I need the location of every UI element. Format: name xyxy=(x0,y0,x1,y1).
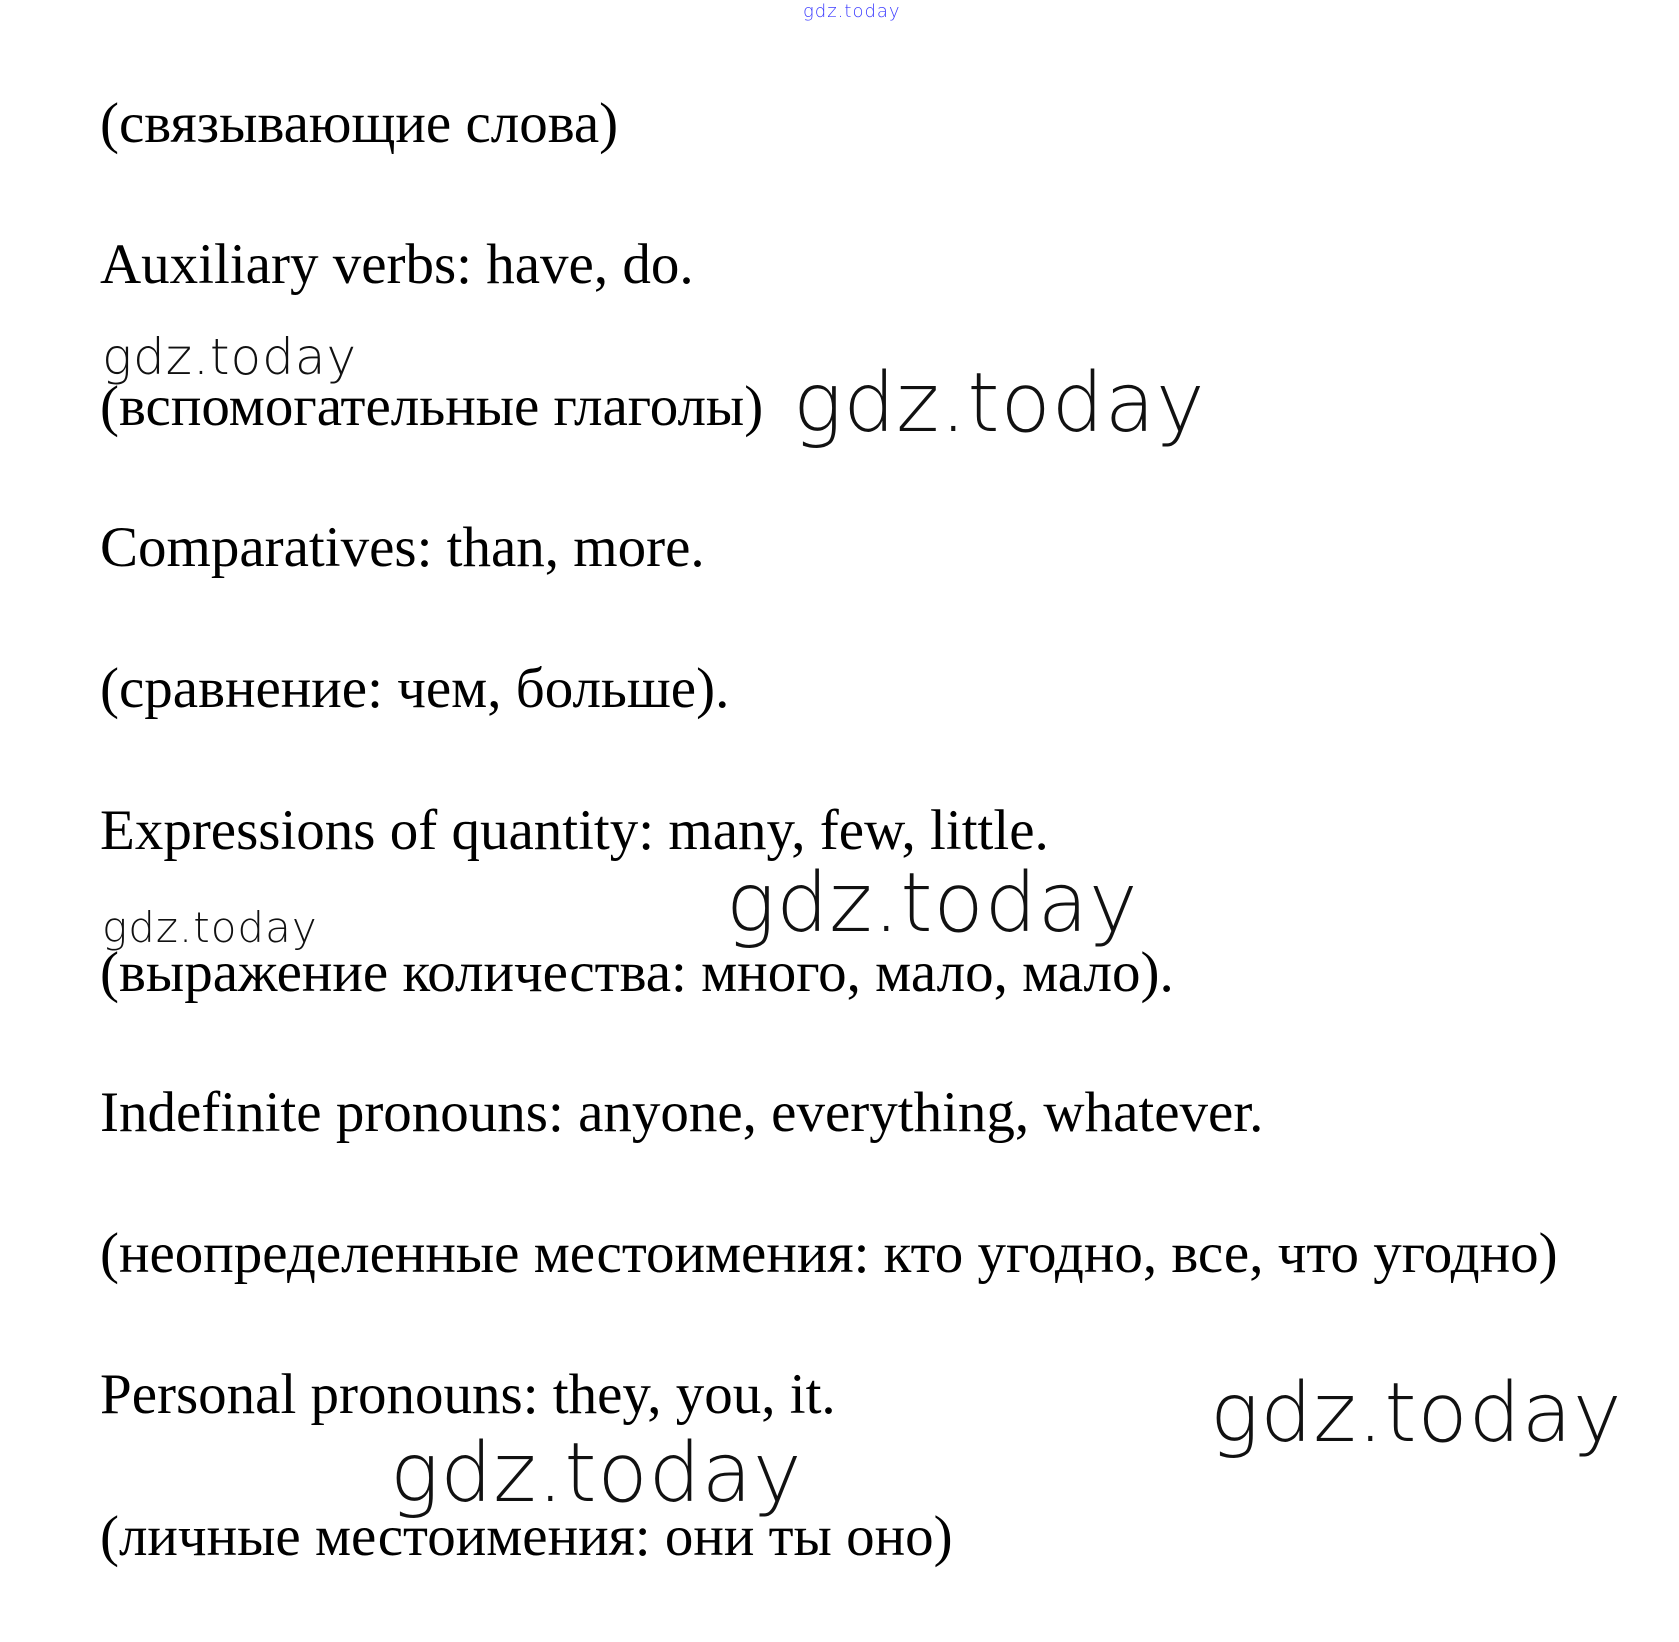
text-line-comparatives-ru: (сравнение: чем, больше). xyxy=(100,657,730,720)
text-line-personal-pronouns-ru: (личные местоимения: они ты оно) xyxy=(100,1505,953,1568)
text-line-expressions-of-quantity: Expressions of quantity: many, few, little. xyxy=(100,799,1049,862)
watermark-large-4: gdz.today xyxy=(390,1426,803,1521)
text-line-comparatives: Comparatives: than, more. xyxy=(100,516,705,579)
watermark-large-1: gdz.today xyxy=(793,356,1206,451)
watermark-large-2: gdz.today xyxy=(726,856,1139,951)
watermark-large-3: gdz.today xyxy=(1210,1366,1623,1461)
watermark-small-2: gdz.today xyxy=(102,903,318,952)
watermark-small-1: gdz.today xyxy=(102,328,358,386)
text-line-linking-words-ru: (связывающие слова) xyxy=(100,92,619,155)
text-line-auxiliary-verbs: Auxiliary verbs: have, do. xyxy=(100,233,694,296)
watermark-top: gdz.today xyxy=(803,1,901,22)
text-line-indefinite-pronouns: Indefinite pronouns: anyone, everything, whatever. xyxy=(100,1081,1264,1144)
text-line-indefinite-pronouns-ru: (неопределенные местоимения: кто угодно, все, что угодно) xyxy=(100,1222,1558,1285)
text-line-expressions-of-quantity-ru: (выражение количества: много, мало, мало). xyxy=(100,941,1174,1004)
text-line-auxiliary-verbs-ru: (вспомогательные глаголы) xyxy=(100,375,764,438)
text-line-personal-pronouns: Personal pronouns: they, you, it. xyxy=(100,1363,836,1426)
